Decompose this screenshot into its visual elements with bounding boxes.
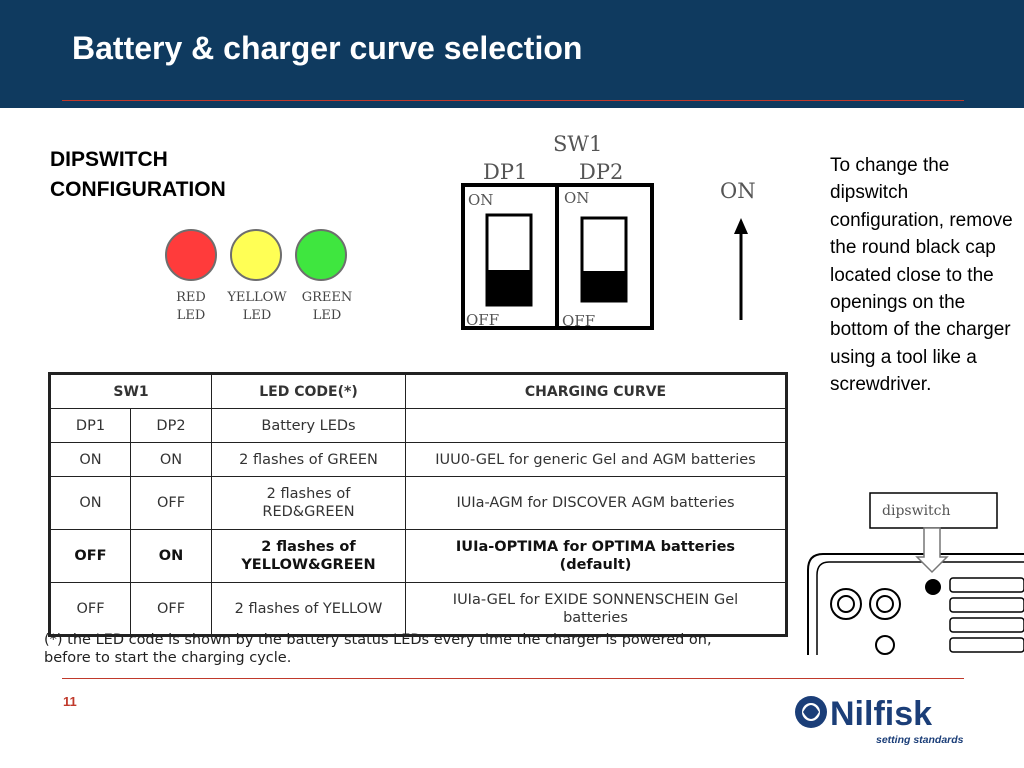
logo-tagline: setting standards	[876, 734, 964, 746]
header-led-code: LED CODE(*)	[212, 374, 406, 409]
instructions-text: To change the dipswitch configuration, remove the round black cap located close to the openings on the bottom of the charger using a tool like a screwdriver.	[830, 155, 1013, 396]
green-led-label-line2: LED	[312, 308, 342, 323]
cell-curve: IUU0-GEL for generic Gel and AGM batteries	[406, 443, 787, 477]
dp2-on-label: ON	[564, 189, 590, 207]
cell-led-code-line2: YELLOW&GREEN	[241, 557, 376, 573]
table-subheader-row	[50, 409, 787, 443]
red-led-label-line1: RED	[176, 290, 206, 305]
green-led-label	[287, 289, 367, 325]
dipswitch-heading-line1: DIPSWITCH	[50, 148, 168, 171]
yellow-led-icon	[230, 229, 282, 281]
table-header-row	[50, 374, 787, 409]
dp1-switch-icon	[487, 215, 531, 305]
yellow-led-label-line2: LED	[242, 308, 272, 323]
charger-connector-icon	[831, 589, 900, 654]
charger-vent-icon	[950, 578, 1024, 652]
callout-arrow-icon	[917, 528, 947, 572]
dipswitch-cap-icon	[925, 579, 941, 595]
table-row	[50, 443, 787, 477]
cell-led-code	[212, 530, 406, 583]
yellow-led-label-line1: YELLOW	[227, 290, 287, 305]
cell-curve-line2: batteries	[563, 609, 628, 626]
footnote-line2: before to start the charging cycle.	[44, 650, 292, 666]
cell-dp1: OFF	[50, 583, 131, 636]
cell-dp1: ON	[50, 477, 131, 530]
cell-curve-line1: IUIa-GEL for EXIDE SONNENSCHEIN Gel	[452, 591, 739, 608]
dipswitch-heading	[50, 145, 226, 205]
red-led-label-line2: LED	[176, 308, 206, 323]
dp1-on-label: ON	[468, 191, 494, 209]
logo-wordmark: Nilfisk	[830, 695, 933, 733]
dipswitch-heading-line2: CONFIGURATION	[50, 178, 226, 201]
footnote-line1: (*) the LED code is shown by the battery status LEDs every time the charger is powered on,	[44, 632, 712, 648]
cell-curve	[406, 583, 787, 636]
subheader-dp2: DP2	[131, 409, 212, 443]
green-led-label-line1: GREEN	[301, 290, 353, 305]
cell-dp1: OFF	[50, 530, 131, 583]
charger-illustration	[805, 490, 1024, 655]
yellow-led-label	[217, 289, 297, 325]
nilfisk-emblem-icon	[795, 696, 827, 728]
table-row	[50, 477, 787, 530]
arrow-on-label: ON	[720, 179, 756, 203]
cell-led-code-line1: 2 flashes of	[266, 486, 351, 502]
table-footnote	[44, 631, 712, 667]
cell-led-code	[212, 477, 406, 530]
subheader-led-code: Battery LEDs	[212, 409, 406, 443]
header-divider	[62, 100, 964, 101]
title-bar	[0, 0, 1024, 108]
up-arrow-icon	[734, 218, 748, 320]
header-charging-curve: CHARGING CURVE	[406, 374, 787, 409]
dp2-switch-icon	[582, 218, 626, 301]
config-table-wrap	[48, 372, 790, 637]
table-row-default	[50, 530, 787, 583]
dipswitch-diagram	[455, 128, 770, 338]
cell-curve: IUIa-AGM for DISCOVER AGM batteries	[406, 477, 787, 530]
cell-dp2: OFF	[131, 477, 212, 530]
cell-dp2: ON	[131, 443, 212, 477]
dipswitch-callout-label: dipswitch	[882, 503, 951, 519]
config-table	[48, 372, 788, 637]
green-led-icon	[295, 229, 347, 281]
subheader-curve	[406, 409, 787, 443]
cell-curve-line1: IUIa-OPTIMA for OPTIMA batteries	[455, 539, 736, 555]
header-sw1: SW1	[50, 374, 212, 409]
dp1-label: DP1	[483, 160, 528, 184]
footer-divider	[62, 678, 964, 679]
dp2-off-label: OFF	[562, 312, 596, 330]
cell-dp2: ON	[131, 530, 212, 583]
red-led-icon	[165, 229, 217, 281]
sw1-label: SW1	[553, 132, 603, 156]
table-row	[50, 583, 787, 636]
cell-led-code: 2 flashes of GREEN	[212, 443, 406, 477]
slide-title: Battery & charger curve selection	[72, 30, 583, 66]
cell-curve-line2: (default)	[559, 557, 632, 573]
dp2-label: DP2	[579, 160, 624, 184]
subheader-dp1: DP1	[50, 409, 131, 443]
cell-led-code-line2: RED&GREEN	[262, 504, 355, 520]
nilfisk-logo	[790, 692, 990, 748]
cell-led-code-line1: 2 flashes of	[261, 539, 356, 555]
cell-led-code: 2 flashes of YELLOW	[212, 583, 406, 636]
cell-dp2: OFF	[131, 583, 212, 636]
dp1-off-label: OFF	[466, 311, 500, 329]
page-number: 11	[63, 694, 77, 709]
cell-dp1: ON	[50, 443, 131, 477]
cell-curve	[406, 530, 787, 583]
